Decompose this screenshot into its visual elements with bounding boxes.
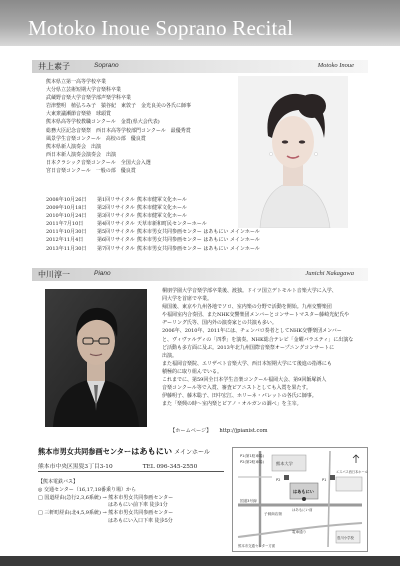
bio-line: 桐朋学園大学音楽学部卒業後、渡独。ドイツ国立デトモルト音楽大学に入学、 [162,288,337,294]
transport-directions [38,479,173,526]
recital-venue: 熊本市健軍文化ホール [137,197,187,203]
soprano-name-jp: 井上素子 [38,62,70,71]
recital-row [46,245,260,253]
map-label: P1 [322,478,327,482]
bio-line: 同大学を首席で卒業。 [162,296,213,303]
map-label: はあもにい前 [292,508,313,512]
bio-line: 帰国後、東京や九州各地でソロ、室内楽の分野で活動を開始。九州交響楽団 [162,304,332,311]
soprano-career-list [46,78,191,175]
recital-row [46,204,260,212]
career-item: 日本クラシック音楽コンクール 全国大会入選 [46,159,151,166]
transport-line: □ 三軒町経由(北4,5,9系統) → 熊本市男女共同参画センター [38,510,174,517]
venue-address: 熊本市中央区黒髪3丁目3-10 [38,464,113,470]
recital-date: 2010年10月24日 [46,213,87,220]
soprano-role: Soprano [94,62,119,69]
recital-row [46,220,260,228]
bio-line: また福岡音楽院、エリザベト音楽大学、西日本短期大学にて後進の指導にも [162,360,332,367]
bio-line: ヂーリング氏等、国内外の演奏家との共演も多い。 [162,320,277,327]
career-item: 大東衆議瀬節音楽塾 球頭賞 [46,111,112,118]
recital-number: 第1回リサイタル [97,197,135,203]
bio-line: や福岡室内合奏団、またNHK交響楽団メンバーとコンサートマスター藤崎光紀氏や [162,312,350,319]
map-label: P2(第2駐車場) [240,460,264,464]
transport-line: はあもにい前下車 徒歩1分 [38,502,168,509]
piano-section-bar [32,268,368,281]
footer-strip [0,556,400,566]
soprano-portrait-photo [238,76,348,228]
recital-date: 2009年10月18日 [46,205,87,212]
career-item: 熊本県高等学校教職コンクール 金賞(県大会代表) [46,119,160,126]
career-item: 西日本新人演奏会演奏会 出演 [46,151,117,158]
soprano-section-bar [32,60,368,73]
pianist-signature: Junichi Nakagawa [305,270,354,277]
access-map-drawing [232,447,368,552]
recital-venue: 熊本市男女共同参画センター はあもにい メインホール [137,237,260,244]
venue-hall-name: メインホール [174,449,210,456]
pianist-portrait-photo [45,289,147,427]
recital-number: 第6回リサイタル [97,237,135,244]
recital-row [46,236,260,244]
venue-phone: TEL 096-345-2550 [142,464,198,470]
recital-number: 第5回リサイタル [97,229,135,236]
access-map [232,447,368,552]
recital-date: 2011年7月10日 [46,221,84,228]
bio-line: ど活動も多方面に及ぶ。2013年北九州国際音楽祭オープニングコンサートに [162,344,335,351]
career-item: 武蔵野音楽大学音楽学部声楽学科卒業 [46,95,132,102]
soprano-portrait-image [238,76,348,228]
recital-date: 2011年10月30日 [46,229,87,236]
recital-date: 2008年10月26日 [46,197,87,203]
homepage-url[interactable]: http://jpianist.com [219,428,268,434]
bio-line: これまでに、第59回全日本学生音楽コンクール福岡大会、第9回飯塚新人 [162,377,327,384]
title-suffix: Soprano Recital [149,16,294,40]
venue-marker-icon [302,497,306,501]
recital-venue: 天草市新和町民センターホール [137,221,207,228]
performer-name: Motoko Inoue [28,16,150,40]
venue-name-nickname: はあもにい [131,446,173,456]
map-label: 熊本市交通センター方面 [238,544,276,548]
career-item: 風景学生音楽コンクール 高校の部 優良賞 [46,135,146,142]
bio-line: また「楽興の時～室内楽とピアノ・オルガンの調べ」を主宰。 [162,401,302,408]
career-item: 総務大臣記念音楽祭 西日本高等学校部門コンクール 最優秀賞 [46,127,191,134]
map-label: P1(第1駐車場) [240,454,264,458]
parking-icon [284,475,289,480]
parking-icon [330,475,335,480]
career-item: 大分県立芸術短期大学音楽科卒業 [46,87,122,94]
recital-venue: 熊本市健軍文化ホール [137,205,187,212]
transport-line: はあもにい入口下車 徒歩5分 [38,517,173,524]
homepage-label: 【ホームページ】 [170,428,212,434]
recital-venue: 熊本市男女共同参画センター はあもにい メインホール [137,245,260,252]
soprano-recital-history [46,196,260,253]
map-label: P2 [276,478,281,482]
venue-name [38,446,210,457]
bio-line: 2006年、2010年、2011年には、チェンバロ奏者としてNHK交響楽団メンバー [162,328,342,335]
transport-line: □ 国道経由(急行2,3,6系統) → 熊本市男女共同参画センター [38,494,174,501]
venue-divider [38,471,224,472]
pianist-role: Piano [94,270,111,277]
map-label: 熊本大学 [276,461,293,466]
recital-number: 第3回リサイタル [97,213,135,220]
venue-address-line [38,461,197,470]
career-item: 岩津整明 植弘ろみ子 猿谷紀 東敦子 金光良美の各氏に師事 [46,103,192,110]
bio-line: 出演。 [162,352,178,359]
map-label: 子飼商店街 [264,512,282,516]
recital-venue: 熊本市健軍文化ホール [137,213,187,220]
bio-line: 積極的に取り組んでいる。 [162,368,223,375]
map-label: 電車通り [292,530,307,534]
map-label: はあもにい [293,489,314,494]
recital-title [28,16,293,41]
bio-line: 音楽コンクール等で入賞、審査ピアニストとしても入賞を果たす。 [162,385,312,392]
recital-date: 2012年11月4日 [46,237,84,244]
transport-line: ◎ 交通センター（16,17,18番乗り場）から [38,486,137,493]
recital-number: 第7回リサイタル [97,245,135,252]
venue-name-main: 熊本市男女共同参画センター [38,447,132,456]
transport-line: 【熊本電鉄バス】 [38,479,79,485]
recital-row [46,196,260,204]
recital-number: 第2回リサイタル [97,205,135,212]
career-item: 宮日音楽コンクール 一般の部 優良賞 [46,168,136,175]
map-label: エスパス西日本ホール [336,470,368,474]
recital-number: 第4回リサイタル [97,221,135,228]
bio-line: 伊藤明子、藤木聡子、田中宏江、ホリーネ・パレットの各氏に師事。 [162,393,317,400]
recital-row [46,212,260,220]
bio-line: と、ヴィヴァルディの「四季」を演奏。NHK総合テレビ「金曜バラエティ」に出演な [162,336,354,343]
pianist-name-jp: 中川淳一 [38,270,70,279]
pianist-biography [162,287,360,408]
map-label: 国道3号線 [240,499,257,503]
career-item: 熊本県新人演奏会 出演 [46,143,102,150]
soprano-signature: Motoko Inoue [317,62,354,69]
recital-venue: 熊本市男女共同参画センター はあもにい メインホール [137,229,260,236]
pianist-portrait-image [45,289,147,427]
recital-row [46,228,260,236]
career-item: 熊本県立第一高等学校卒業 [46,79,107,85]
map-label: 壺川小学校 [337,536,354,540]
header-banner [0,0,400,46]
homepage-line [162,427,268,434]
recital-date: 2013年11月30日 [46,245,87,252]
